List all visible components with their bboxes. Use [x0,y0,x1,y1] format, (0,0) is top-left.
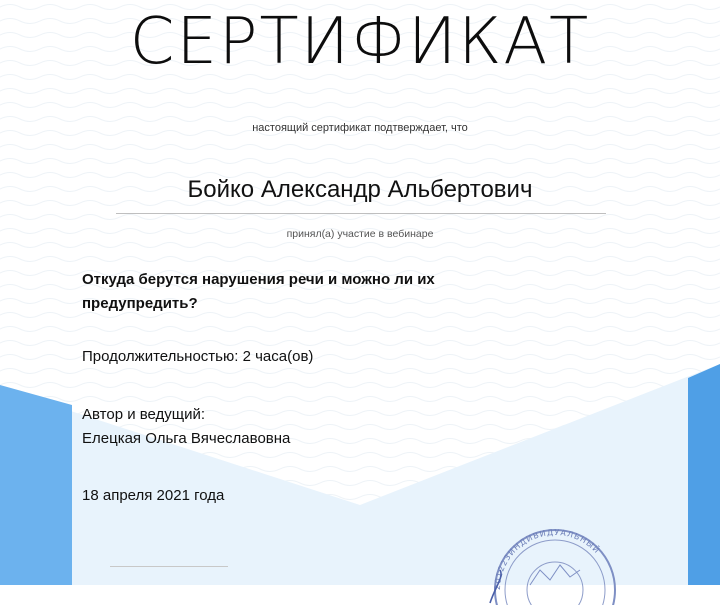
signature-line [110,566,228,567]
official-stamp [470,515,640,605]
duration-label: Продолжительностью: [82,348,239,365]
right-blue-ribbon [688,364,720,585]
recipient-name: Бойко Александр Альбертович [187,176,533,203]
left-blue-ribbon [0,385,72,585]
participation-text: принял(а) участие в вебинаре [286,228,434,240]
recipient-underline [116,213,606,214]
author-label: Автор и ведущий: [82,406,206,423]
webinar-title [82,268,502,316]
duration-value: 2 часа(ов) [242,348,314,365]
duration [82,348,313,365]
certificate-subtitle: настоящий сертификат подтверждает, что [252,122,468,134]
svg-text:201223ИНДИВИДУАЛЬНЫЙ [493,528,603,590]
stamp-text: 201223ИНДИВИДУАЛЬНЫЙ [492,527,602,591]
certificate-date: 18 апреля 2021 года [82,487,225,504]
author-name: Елецкая Ольга Вячеславовна [82,430,291,447]
webinar-title-line-1: Откуда берутся нарушения речи и можно ли их [82,271,435,288]
certificate-title: СЕРТИФИКАТ [129,5,591,79]
webinar-title-line-2: предупредить? [82,295,198,312]
